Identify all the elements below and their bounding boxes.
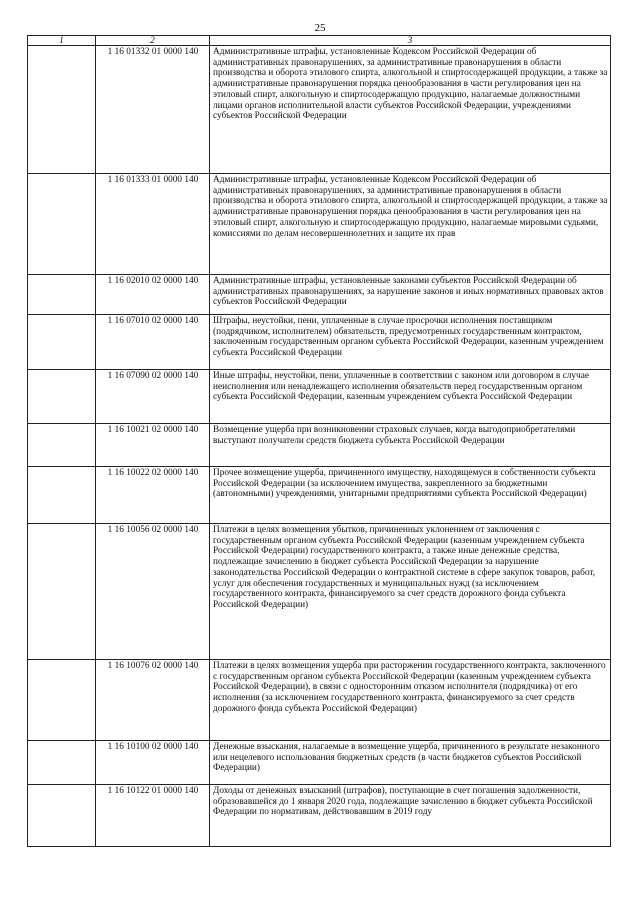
table-row bbox=[28, 46, 611, 174]
row-empty-cell bbox=[28, 424, 96, 467]
revenue-description: Доходы от денежных взысканий (штрафов), поступающие в счет погашения задолженности, образовавшейся до 1 января 2020 года, подлежащие зачислению в бюджет субъекта Российской Федерации по нормативам, действовавшим в 2019 году bbox=[210, 785, 611, 847]
table-row bbox=[28, 174, 611, 275]
revenue-code: 1 16 01332 01 0000 140 bbox=[96, 46, 210, 174]
table-row bbox=[28, 315, 611, 370]
revenue-code: 1 16 10076 02 0000 140 bbox=[96, 660, 210, 741]
revenue-description: Денежные взыскания, налагаемые в возмещение ущерба, причиненного в результате незаконного или нецелевого использования бюджетных средств (в части бюджетов субъектов Российской Федерации) bbox=[210, 741, 611, 785]
table-row bbox=[28, 741, 611, 785]
revenue-description: Иные штрафы, неустойки, пени, уплаченные в соответствии с законом или договором в случае неисполнения или ненадлежащего исполнения обязательств перед государственным органом субъекта Российской Федерации, казенным учреждением субъекта Российской Федерации bbox=[210, 370, 611, 424]
revenue-code: 1 16 07010 02 0000 140 bbox=[96, 315, 210, 370]
column-header-1: 1 bbox=[28, 36, 96, 46]
revenue-description: Платежи в целях возмещения ущерба при расторжении государственного контракта, заключенного с государственным органом субъекта Российской Федерации (казенным учреждением субъекта Российской Федерации), в связи с односторонним отказом исполнителя (подрядчика) от его исполнения (за исключением государственного контракта, финансируемого за счет средств дорожного фонда субъекта Российской Федерации) bbox=[210, 660, 611, 741]
revenue-code: 1 16 10021 02 0000 140 bbox=[96, 424, 210, 467]
row-empty-cell bbox=[28, 467, 96, 524]
revenue-codes-table bbox=[27, 35, 611, 847]
row-empty-cell bbox=[28, 46, 96, 174]
revenue-code: 1 16 10122 01 0000 140 bbox=[96, 785, 210, 847]
row-empty-cell bbox=[28, 785, 96, 847]
column-header-2: 2 bbox=[96, 36, 210, 46]
revenue-description: Платежи в целях возмещения убытков, причиненных уклонением от заключения с государственным органом субъекта Российской Федерации (казенным учреждением субъекта Российской Федерации) государственного контракта, а также иные денежные средства, подлежащие зачислению в бюджет субъекта Российской Федерации за нарушение законодательства Российской Федерации о контрактной системе в сфере закупок товаров, работ, услуг для обеспечения государственных и муниципальных нужд (за исключением государственного контракта, финансируемого за счет средств дорожного фонда субъекта Российской Федерации) bbox=[210, 524, 611, 660]
row-empty-cell bbox=[28, 741, 96, 785]
row-empty-cell bbox=[28, 660, 96, 741]
row-empty-cell bbox=[28, 275, 96, 315]
table-header-row bbox=[28, 36, 611, 46]
row-empty-cell bbox=[28, 370, 96, 424]
revenue-code: 1 16 02010 02 0000 140 bbox=[96, 275, 210, 315]
revenue-description: Штрафы, неустойки, пени, уплаченные в случае просрочки исполнения поставщиком (подрядчиком, исполнителем) обязательств, предусмотренных государственным контрактом, заключенным государственным органом субъекта Российской Федерации, казенным учреждением субъекта Российской Федерации bbox=[210, 315, 611, 370]
row-empty-cell bbox=[28, 315, 96, 370]
table-row bbox=[28, 785, 611, 847]
table-row bbox=[28, 275, 611, 315]
table-row bbox=[28, 424, 611, 467]
table-row bbox=[28, 524, 611, 660]
revenue-description: Возмещение ущерба при возникновении страховых случаев, когда выгодоприобретателями выступают получатели средств бюджета субъекта Российской Федерации bbox=[210, 424, 611, 467]
row-empty-cell bbox=[28, 524, 96, 660]
row-empty-cell bbox=[28, 174, 96, 275]
column-header-3: 3 bbox=[210, 36, 611, 46]
revenue-description: Административные штрафы, установленные законами субъектов Российской Федерации об административных правонарушениях, за нарушение законов и иных нормативных правовых актов субъектов Российской Федерации bbox=[210, 275, 611, 315]
revenue-code: 1 16 01333 01 0000 140 bbox=[96, 174, 210, 275]
revenue-description: Административные штрафы, установленные Кодексом Российской Федерации об административных правонарушениях, за административные правонарушения в области производства и оборота этилового спирта, алкогольной и спиртосодержащей продукции, а также за административные правонарушения порядка ценообразования в части регулирования цен на этиловый спирт, алкогольную и спиртосодержащую продукцию, налагаемые мировыми судьями, комиссиями по делам несовершеннолетних и защите их прав bbox=[210, 174, 611, 275]
revenue-code: 1 16 10100 02 0000 140 bbox=[96, 741, 210, 785]
table-row bbox=[28, 370, 611, 424]
revenue-code: 1 16 07090 02 0000 140 bbox=[96, 370, 210, 424]
table-row bbox=[28, 467, 611, 524]
revenue-description: Прочее возмещение ущерба, причиненного имуществу, находящемуся в собственности субъекта Российской Федерации (за исключением имущества, закрепленного за бюджетными (автономными) учреждениями, унитарными предприятиями субъекта Российской Федерации) bbox=[210, 467, 611, 524]
revenue-code: 1 16 10022 02 0000 140 bbox=[96, 467, 210, 524]
page-number: 25 bbox=[314, 22, 326, 34]
table-row bbox=[28, 660, 611, 741]
revenue-description: Административные штрафы, установленные Кодексом Российской Федерации об административных правонарушениях, за административные правонарушения в области производства и оборота этилового спирта, алкогольной и спиртосодержащей продукции, а также за административные правонарушения порядка ценообразования в части регулирования цен на этиловый спирт, алкогольную и спиртосодержащую продукцию, налагаемые должностными лицами органов исполнительной власти субъектов Российской Федерации, учреждениями субъектов Российской Федерации bbox=[210, 46, 611, 174]
revenue-code: 1 16 10056 02 0000 140 bbox=[96, 524, 210, 660]
